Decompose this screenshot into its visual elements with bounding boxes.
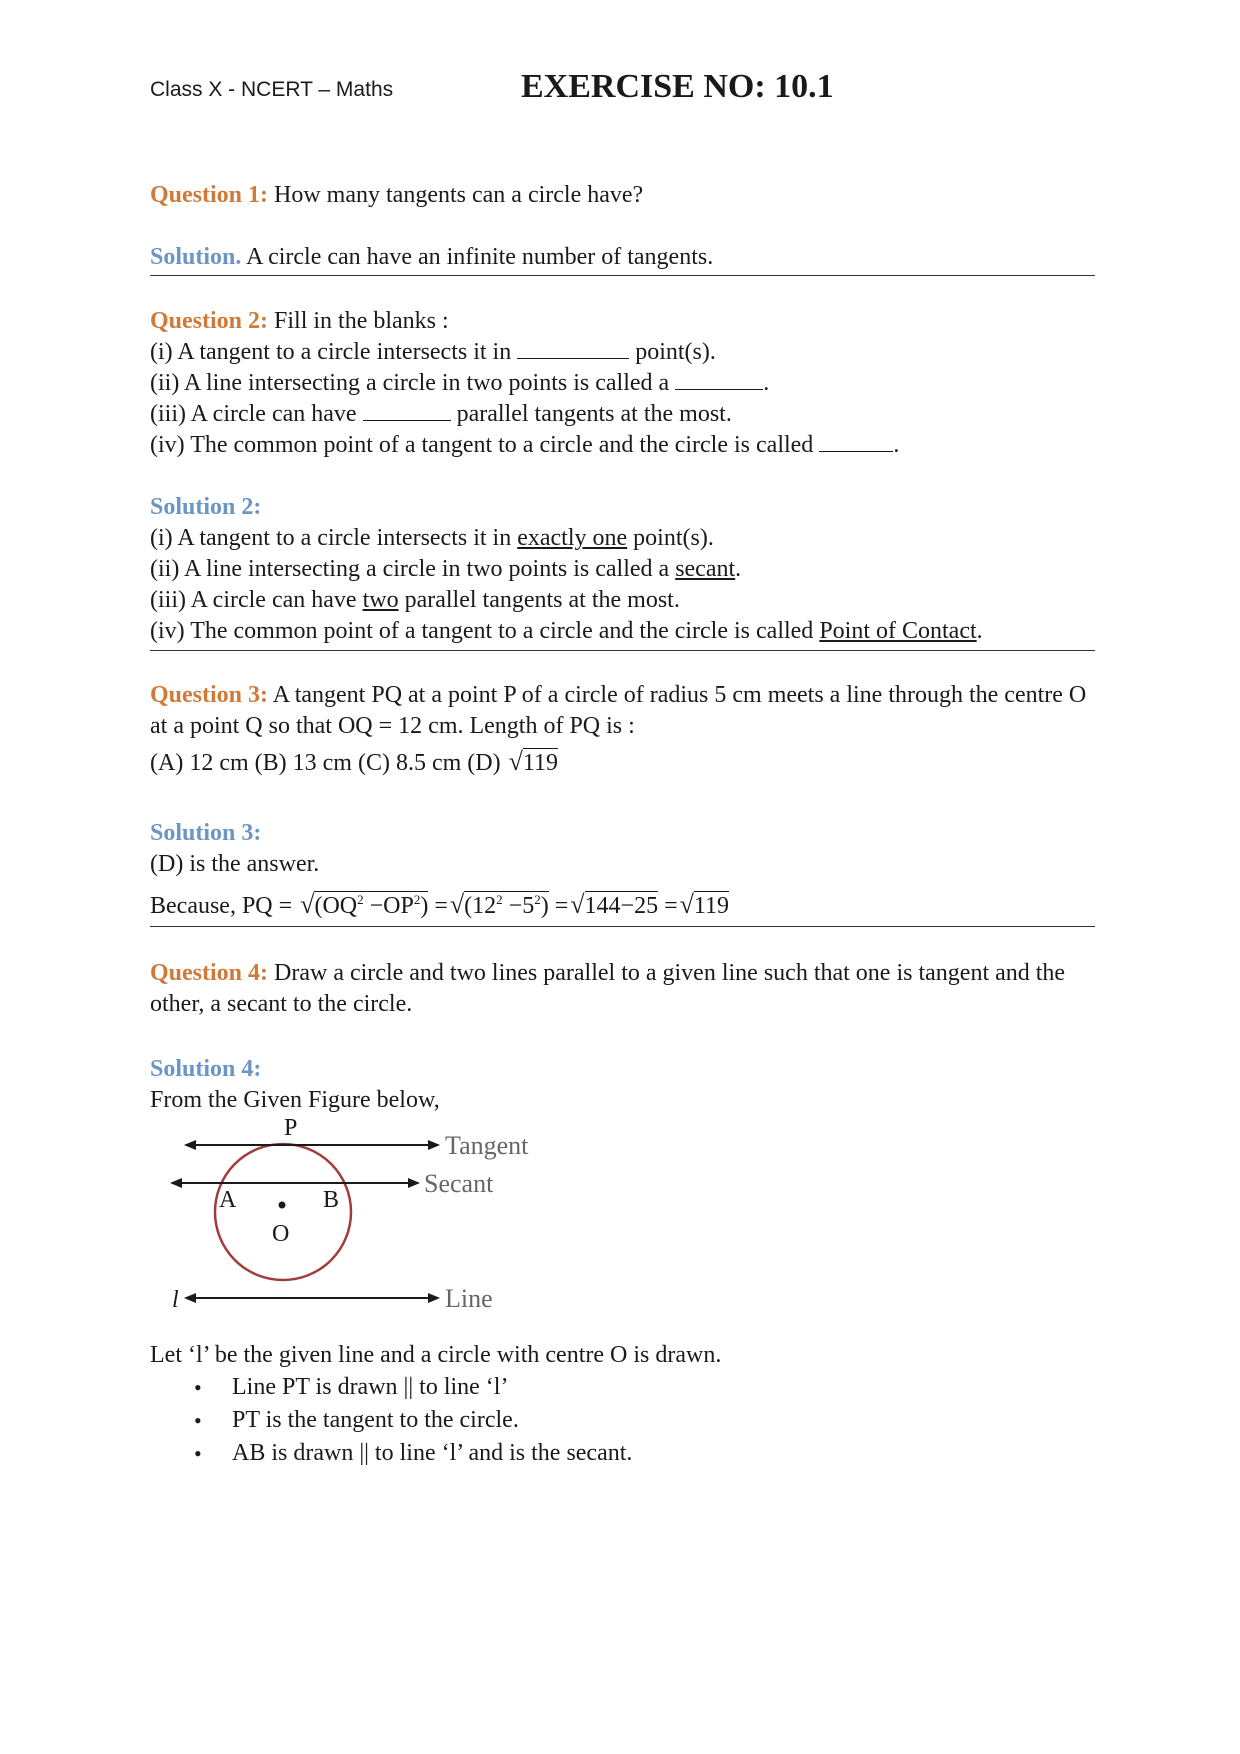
- eq-r2-a: (12: [464, 893, 497, 919]
- solution-3: [150, 818, 1095, 922]
- sqrt-119-option: √119: [508, 747, 558, 776]
- question-3-options: [150, 746, 1095, 779]
- s2-item-4-answer: Point of Contact: [819, 618, 977, 644]
- solution-2-item-3: [150, 585, 1095, 616]
- question-1: [150, 180, 1095, 211]
- solution-2: [150, 492, 1095, 647]
- label-line: Line: [445, 1284, 493, 1313]
- question-4-text: Draw a circle and two lines parallel to a given line such that one is tangent and the other, a secant to the circle.: [150, 960, 1066, 1017]
- label-o: O: [272, 1221, 290, 1247]
- equals-sign: =: [664, 893, 678, 919]
- question-2-item-1: [150, 337, 1095, 368]
- equals-sign: =: [434, 893, 448, 919]
- solution-1-text: A circle can have an infinite number of tangents.: [246, 244, 714, 270]
- question-3-label: Question 3:: [150, 682, 269, 708]
- divider-1: [150, 275, 1095, 276]
- centre-point: [279, 1202, 286, 1209]
- tangent-secant-figure: [150, 1115, 570, 1315]
- q2-item-2-pre: (ii) A line intersecting a circle in two points is called a: [150, 370, 670, 396]
- question-3-text: A tangent PQ at a point P of a circle of radius 5 cm meets a line through the centre O at a point Q so that OQ = 12 cm. Length of PQ is :: [150, 682, 1087, 739]
- question-2-item-2: [150, 368, 1095, 399]
- label-l: l: [172, 1287, 179, 1313]
- q2-item-1-post: point(s).: [635, 339, 716, 365]
- question-2-label: Question 2:: [150, 308, 269, 334]
- question-4: [150, 958, 1095, 1020]
- label-secant: Secant: [424, 1169, 494, 1198]
- question-2: [150, 306, 1095, 461]
- solution-4-explanation: [150, 1340, 1095, 1470]
- question-3-options-text: (A) 12 cm (B) 13 cm (C) 8.5 cm (D): [150, 750, 501, 776]
- question-1-label: Question 1:: [150, 182, 269, 208]
- solution-3-equation: [150, 884, 1095, 922]
- bullet-item-1: • Line PT is drawn || to line ‘l’: [150, 1371, 1095, 1404]
- q2-item-4-pre: (iv) The common point of a tangent to a circle and the circle is called: [150, 432, 814, 458]
- option-d-radicand: 119: [522, 750, 558, 776]
- eq-r1-b: −OP: [363, 893, 414, 919]
- sqrt-expression-2: $√(12^2 -5^2)$: [449, 890, 549, 919]
- blank-line: [819, 431, 893, 452]
- s2-item-3-post: parallel tangents at the most.: [404, 587, 680, 613]
- solution-2-item-1: [150, 523, 1095, 554]
- s2-item-3-answer: two: [362, 587, 399, 613]
- eq-r2-c: ): [540, 893, 549, 919]
- blank-line: [517, 338, 629, 359]
- label-tangent: Tangent: [445, 1131, 529, 1160]
- solution-4-let: Let ‘l’ be the given line and a circle with centre O is drawn.: [150, 1342, 722, 1368]
- s2-item-4-pre: (iv) The common point of a tangent to a circle and the circle is called: [150, 618, 814, 644]
- exercise-title: EXERCISE NO: 10.1: [521, 68, 834, 105]
- q2-item-3-post: parallel tangents at the most.: [456, 401, 732, 427]
- exponent: 2: [534, 892, 541, 907]
- question-3: [150, 680, 1095, 779]
- s2-item-2-answer: secant: [675, 556, 736, 582]
- blank-line: [675, 369, 763, 390]
- bullet-item-2: • PT is the tangent to the circle.: [150, 1404, 1095, 1437]
- solution-4-bullets: [150, 1371, 1095, 1470]
- divider-3: [150, 926, 1095, 927]
- sqrt-expression-1: $√(OQ^2 -OP^2)$: [300, 890, 429, 919]
- solution-2-label: Solution 2:: [150, 494, 262, 520]
- s2-item-1-post: point(s).: [633, 525, 714, 551]
- because-text: Because, PQ =: [150, 893, 293, 919]
- equals-sign: =: [554, 893, 569, 919]
- s2-item-3-pre: (iii) A circle can have: [150, 587, 357, 613]
- label-a: A: [219, 1187, 237, 1213]
- exponent: 2: [496, 892, 503, 907]
- sqrt-expression-4: √119: [679, 890, 730, 919]
- question-2-item-3: [150, 399, 1095, 430]
- question-4-label: Question 4:: [150, 960, 269, 986]
- exponent: 2: [413, 892, 421, 907]
- question-2-item-4: [150, 430, 1095, 461]
- eq-r4: 119: [693, 893, 730, 919]
- solution-3-answer: (D) is the answer.: [150, 851, 320, 877]
- s2-item-2-post: .: [735, 556, 742, 582]
- eq-r3: 144−25: [584, 893, 659, 919]
- solution-3-label: Solution 3:: [150, 820, 262, 846]
- solution-4-label: Solution 4:: [150, 1056, 262, 1082]
- s2-item-1-answer: exactly one: [517, 525, 628, 551]
- solution-4-intro: From the Given Figure below,: [150, 1087, 440, 1113]
- header-class-label: Class X - NCERT – Maths: [150, 78, 394, 101]
- eq-r2-b: −5: [502, 893, 535, 919]
- eq-r1-c: ): [420, 893, 429, 919]
- exponent: 2: [357, 892, 364, 907]
- question-1-text: How many tangents can a circle have?: [274, 182, 644, 208]
- solution-4: [150, 1054, 1095, 1116]
- solution-1: [150, 242, 1095, 273]
- divider-2: [150, 650, 1095, 651]
- s2-item-2-pre: (ii) A line intersecting a circle in two points is called a: [150, 556, 670, 582]
- q2-item-3-pre: (iii) A circle can have: [150, 401, 357, 427]
- eq-r1-a: (OQ: [314, 893, 358, 919]
- q2-item-4-post: .: [893, 432, 900, 458]
- s2-item-4-post: .: [976, 618, 983, 644]
- q2-item-1-pre: (i) A tangent to a circle intersects it in: [150, 339, 512, 365]
- question-2-text: Fill in the blanks :: [274, 308, 449, 334]
- solution-2-item-4: [150, 616, 1095, 647]
- blank-line: [363, 400, 451, 421]
- label-b: B: [323, 1187, 340, 1213]
- s2-item-1-pre: (i) A tangent to a circle intersects it in: [150, 525, 512, 551]
- sqrt-expression-3: √144−25: [570, 890, 659, 919]
- solution-1-label: Solution.: [150, 244, 242, 270]
- q2-item-2-post: .: [763, 370, 770, 396]
- label-p: P: [284, 1115, 298, 1141]
- bullet-item-3: • AB is drawn || to line ‘l’ and is the secant.: [150, 1437, 1095, 1470]
- solution-2-item-2: [150, 554, 1095, 585]
